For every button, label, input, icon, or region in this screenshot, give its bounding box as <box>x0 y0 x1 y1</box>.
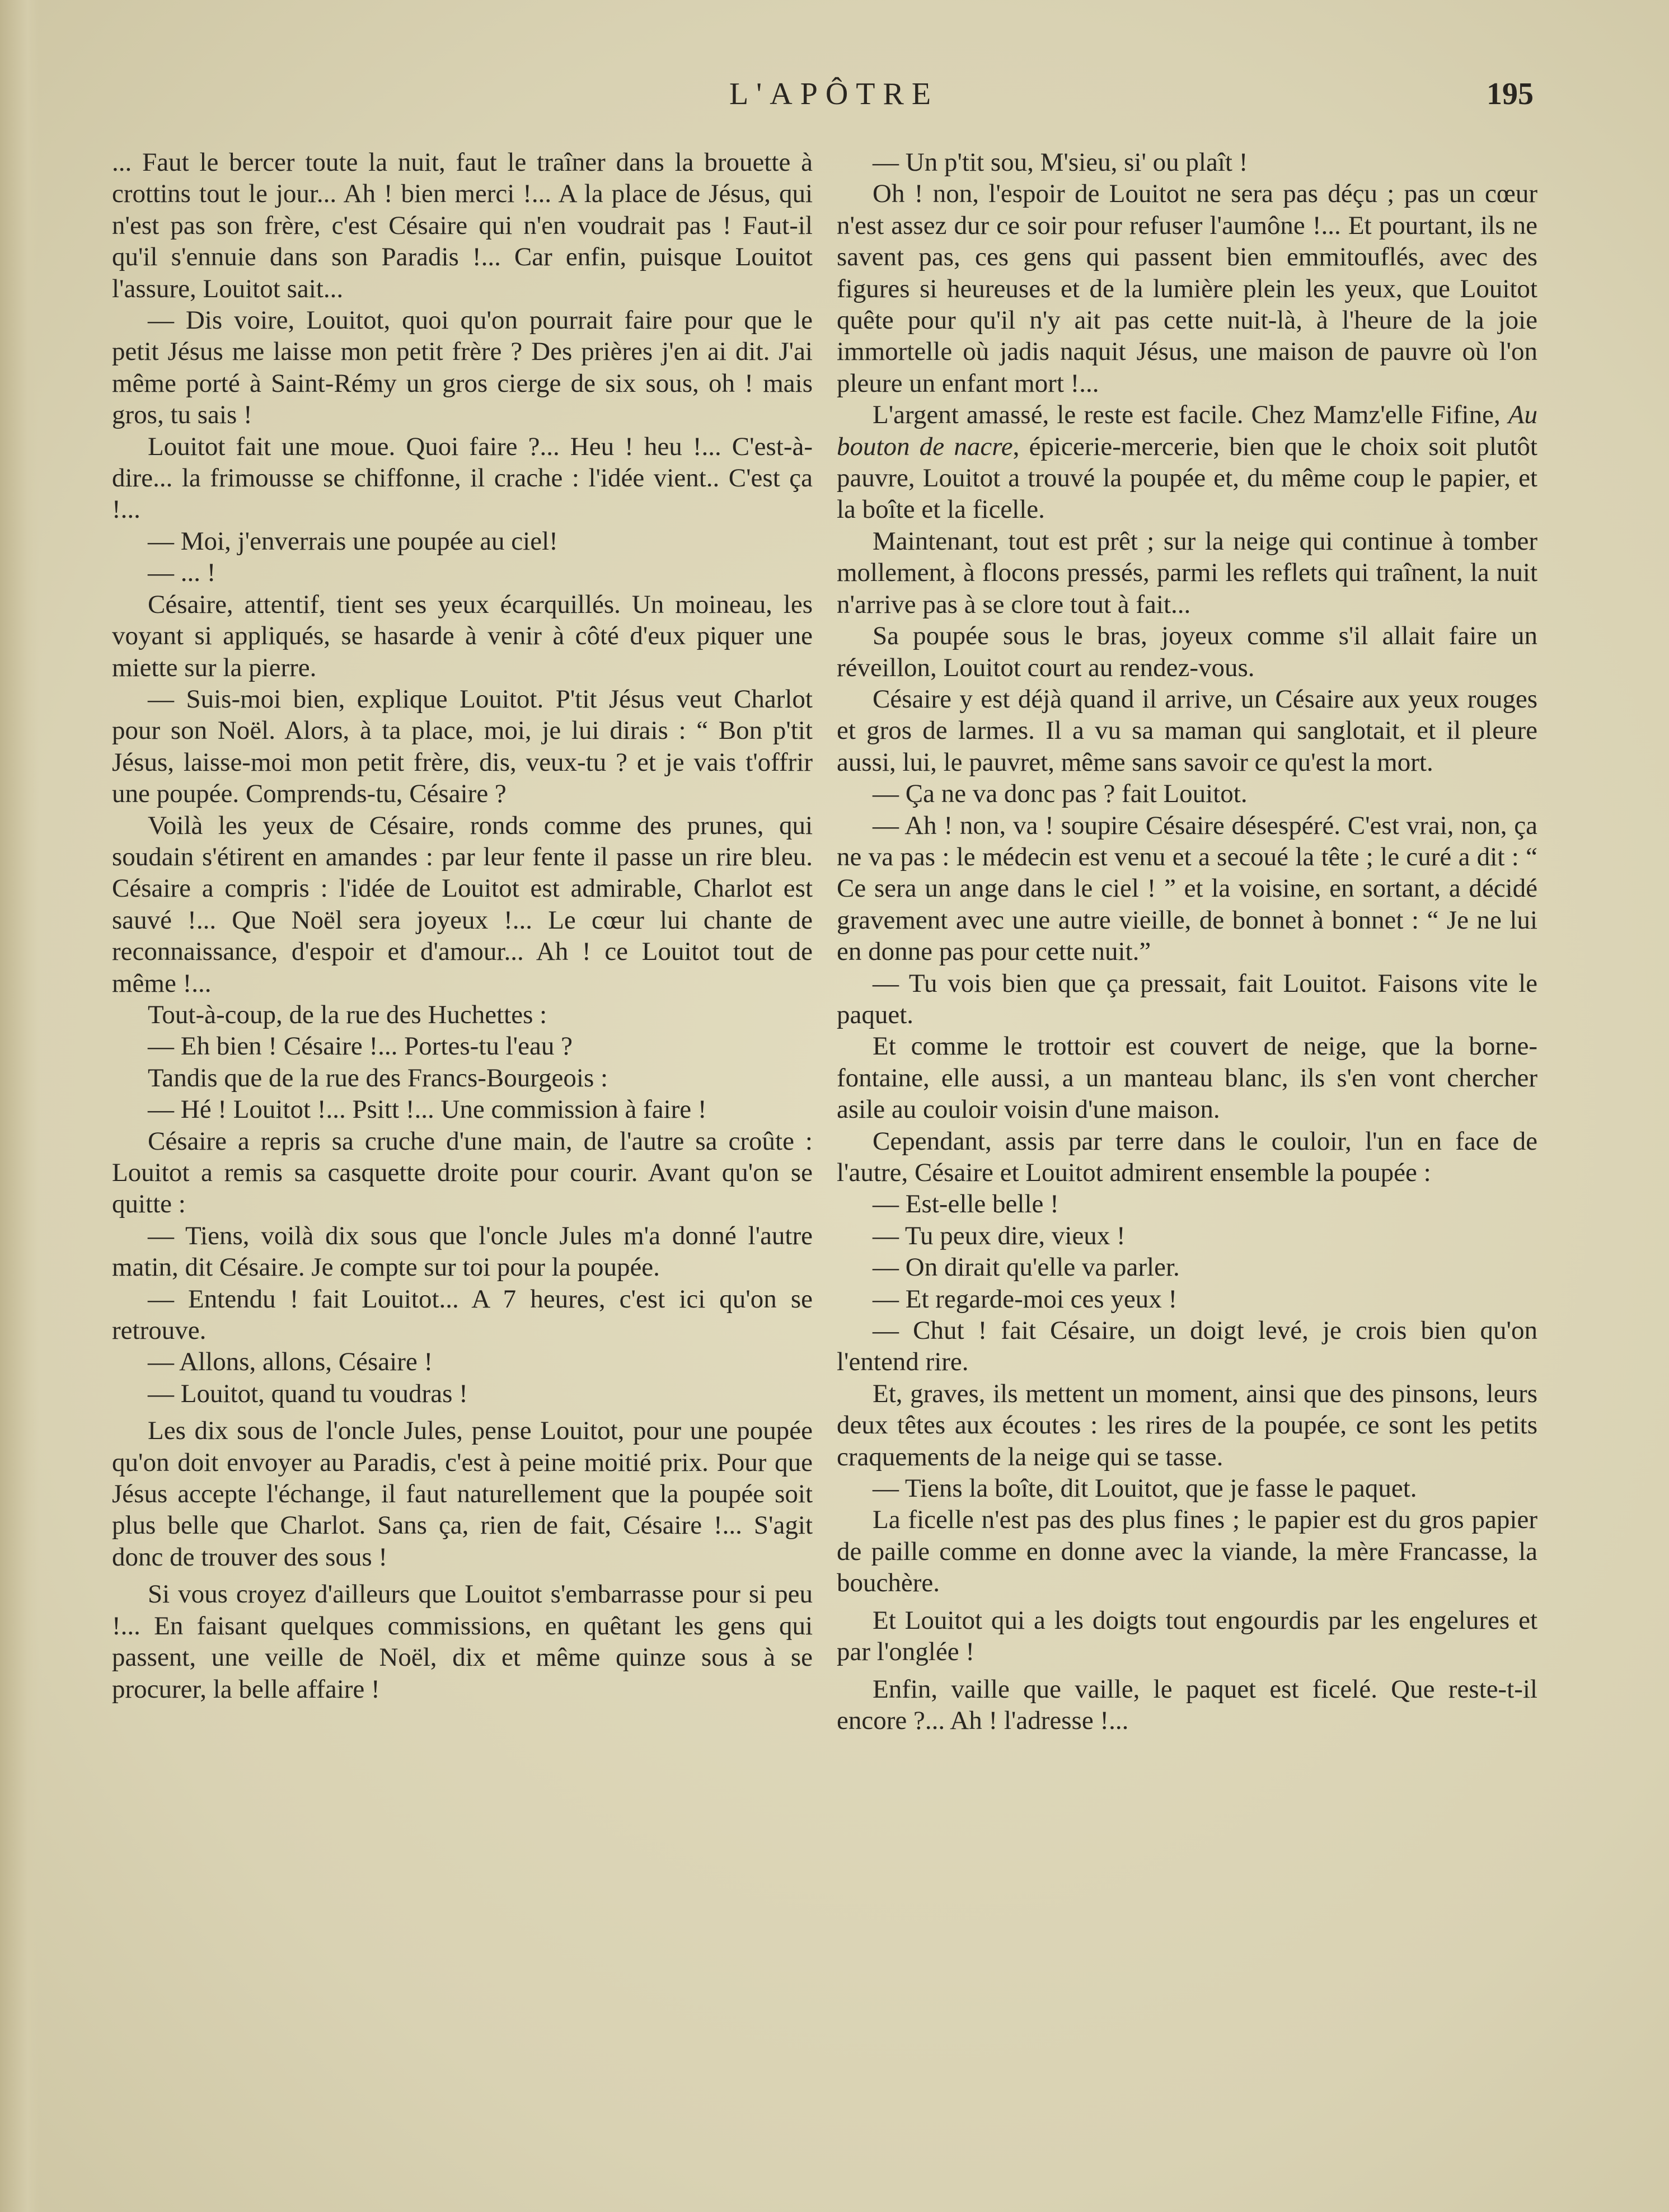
paragraph: Césaire y est déjà quand il arrive, un Césaire aux yeux rouges et gros de larmes. Il a vu sa maman qui sanglotait, et il pleure aussi, lui, le pauvret, même sans savoir ce qu'est la mort. <box>837 684 1537 777</box>
paragraph: — Allons, allons, Césaire ! <box>148 1347 433 1377</box>
page-spine-shadow <box>0 0 39 2212</box>
paragraph: — Tiens la boîte, dit Louitot, que je fasse le paquet. <box>873 1474 1417 1503</box>
paragraph: Les dix sous de l'oncle Jules, pense Louitot, pour une poupée qu'on doit envoyer au Paradis, c'est à peine moitié prix. Pour que Jésus accepte l'échange, il faut naturellement que la poupée soit plus belle que Charlot. Sans ça, rien de fait, Césaire !... S'agit donc de trouver des sous ! <box>112 1416 813 1572</box>
paragraph: — Entendu ! fait Louitot... A 7 heures, c'est ici qu'on se retrouve. <box>112 1284 813 1346</box>
paragraph: Cependant, assis par terre dans le couloir, l'un en face de l'autre, Césaire et Louitot admirent ensemble la poupée : <box>837 1126 1537 1187</box>
paragraph: Tandis que de la rue des Francs-Bourgeois : <box>148 1063 608 1093</box>
paragraph: Tout-à-coup, de la rue des Huchettes : <box>148 1000 547 1029</box>
paragraph: Césaire, attentif, tient ses yeux écarquillés. Un moineau, les voyant si appliqués, se hasarde à venir à côté d'eux piquer une miette sur la pierre. <box>112 589 813 682</box>
paragraph: Louitot fait une moue. Quoi faire ?... Heu ! heu !... C'est-à-dire... la frimousse se chiffonne, il crache : l'idée vient.. C'est ça !... <box>112 432 813 524</box>
right-column <box>837 147 1537 1736</box>
paragraph: — Tiens, voilà dix sous que l'oncle Jules m'a donné l'autre matin, dit Césaire. Je compte sur toi pour la poupée. <box>112 1221 813 1282</box>
paragraph: Et, graves, ils mettent un moment, ainsi que des pinsons, leurs deux têtes aux écoutes : les rires de la poupée, ce sont les petits craquements de la neige qui se tasse. <box>837 1379 1537 1471</box>
paragraph: — Tu vois bien que ça pressait, fait Louitot. Faisons vite le paquet. <box>837 968 1537 1029</box>
paragraph: — ... ! <box>148 558 216 588</box>
paragraph: — Tu peux dire, vieux ! <box>873 1221 1126 1250</box>
left-column <box>112 147 813 1705</box>
paragraph: Sa poupée sous le bras, joyeux comme s'il allait faire un réveillon, Louitot court au rendez-vous. <box>837 621 1537 682</box>
paragraph: — Hé ! Louitot !... Psitt !... Une commission à faire ! <box>148 1095 707 1124</box>
paragraph: La ficelle n'est pas des plus fines ; le papier est du gros papier de paille comme en donne avec la viande, la mère Francasse, la bouchère. <box>837 1505 1537 1598</box>
paragraph: — On dirait qu'elle va parler. <box>873 1253 1180 1282</box>
paragraph: Enfin, vaille que vaille, le paquet est ficelé. Que reste-t-il encore ?... Ah ! l'adresse !... <box>837 1674 1537 1735</box>
paragraph: — Ça ne va donc pas ? fait Louitot. <box>873 779 1248 809</box>
paragraph: L'argent amassé, le reste est facile. Chez Mamz'elle Fifine, Au bouton de nacre, épicerie-mercerie, bien que le choix soit plutôt pauvre, Louitot a trouvé la poupée et, du même coup le papier, et la boîte et la ficelle. <box>837 400 1537 524</box>
paragraph: ... Faut le bercer toute la nuit, faut le traîner dans la brouette à crottins tout le jour... Ah ! bien merci !... A la place de Jésus, qui n'est pas son frère, c'est Césaire qui n'en voudrait pas ! Faut-il qu'il s'ennuie dans son Paradis !... Car enfin, puisque Louitot l'assure, Louitot sait... <box>112 148 813 303</box>
paragraph: — Dis voire, Louitot, quoi qu'on pourrait faire pour que le petit Jésus me laisse mon petit frère ? Des prières j'en ai dit. J'ai même porté à Saint-Rémy un gros cierge de six sous, oh ! mais gros, tu sais ! <box>112 306 813 430</box>
page-number: 195 <box>1487 77 1534 111</box>
paragraph: Césaire a repris sa cruche d'une main, de l'autre sa croûte : Louitot a remis sa casquette droite pour courir. Avant qu'on se quitte : <box>112 1126 813 1219</box>
paragraph: Et comme le trottoir est couvert de neige, que la borne-fontaine, elle aussi, a un manteau blanc, ils s'en vont chercher asile au couloir voisin d'une maison. <box>837 1032 1537 1124</box>
paragraph: — Est-elle belle ! <box>873 1189 1059 1219</box>
paragraph: Si vous croyez d'ailleurs que Louitot s'embarrasse pour si peu !... En faisant quelques commissions, en quêtant les gens qui passent, une veille de Noël, dix et même quinze sous à se procurer, la belle affaire ! <box>112 1580 813 1704</box>
shop-name: Au bouton de nacre <box>837 400 1537 461</box>
paragraph: Oh ! non, l'espoir de Louitot ne sera pas déçu ; pas un cœur n'est assez dur ce soir pour refuser l'aumône !... Et pourtant, ils ne savent pas, ces gens qui passent bien emmitouflés, avec des figures si heureuses et de la lumière plein les yeux, que Louitot quête pour qu'il n'y ait pas cette nuit-là, à l'heure de la joie immortelle où jadis naquit Jésus, une maison de pauvre où l'on pleure un enfant mort !... <box>837 179 1537 398</box>
page-header <box>0 72 1669 122</box>
paragraph: — Moi, j'enverrais une poupée au ciel! <box>148 526 558 556</box>
paragraph: Maintenant, tout est prêt ; sur la neige qui continue à tomber mollement, à flocons pressés, parmi les reflets qui traînent, la nuit n'arrive pas à se clore tout à fait... <box>837 526 1537 619</box>
paragraph: Et Louitot qui a les doigts tout engourdis par les engelures et par l'onglée ! <box>837 1605 1537 1667</box>
paragraph: — Et regarde-moi ces yeux ! <box>873 1284 1178 1314</box>
paragraph: — Louitot, quand tu voudras ! <box>148 1379 468 1408</box>
paragraph: — Eh bien ! Césaire !... Portes-tu l'eau ? <box>148 1032 573 1061</box>
running-title: L'APÔTRE <box>729 77 939 111</box>
paragraph: — Un p'tit sou, M'sieu, si' ou plaît ! <box>873 148 1248 177</box>
paragraph: — Ah ! non, va ! soupire Césaire désespéré. C'est vrai, non, ça ne va pas : le médecin est venu et a secoué la tête ; le curé a dit : “ Ce sera un ange dans le ciel ! ” et la voisine, en sortant, a décidé gravement avec une autre vieille, de bonnet à bonnet : “ Je ne lui en donne pas pour cette nuit.” <box>837 810 1537 967</box>
paragraph: — Suis-moi bien, explique Louitot. P'tit Jésus veut Charlot pour son Noël. Alors, à ta place, moi, je lui dirais : “ Bon p'tit Jésus, laisse-moi mon petit frère, dis, veux-tu ? et je vais t'offrir une poupée. Comprends-tu, Césaire ? <box>112 684 813 809</box>
paragraph: Voilà les yeux de Césaire, ronds comme des prunes, qui soudain s'étirent en amandes : par leur fente il passe un rire bleu. Césaire a compris : l'idée de Louitot est admirable, Charlot est sauvé !... Que Noël sera joyeux !... Le cœur lui chante de reconnaissance, d'espoir et d'amour... Ah ! ce Louitot tout de même !... <box>112 810 813 998</box>
paragraph: — Chut ! fait Césaire, un doigt levé, je crois bien qu'on l'entend rire. <box>837 1316 1537 1377</box>
